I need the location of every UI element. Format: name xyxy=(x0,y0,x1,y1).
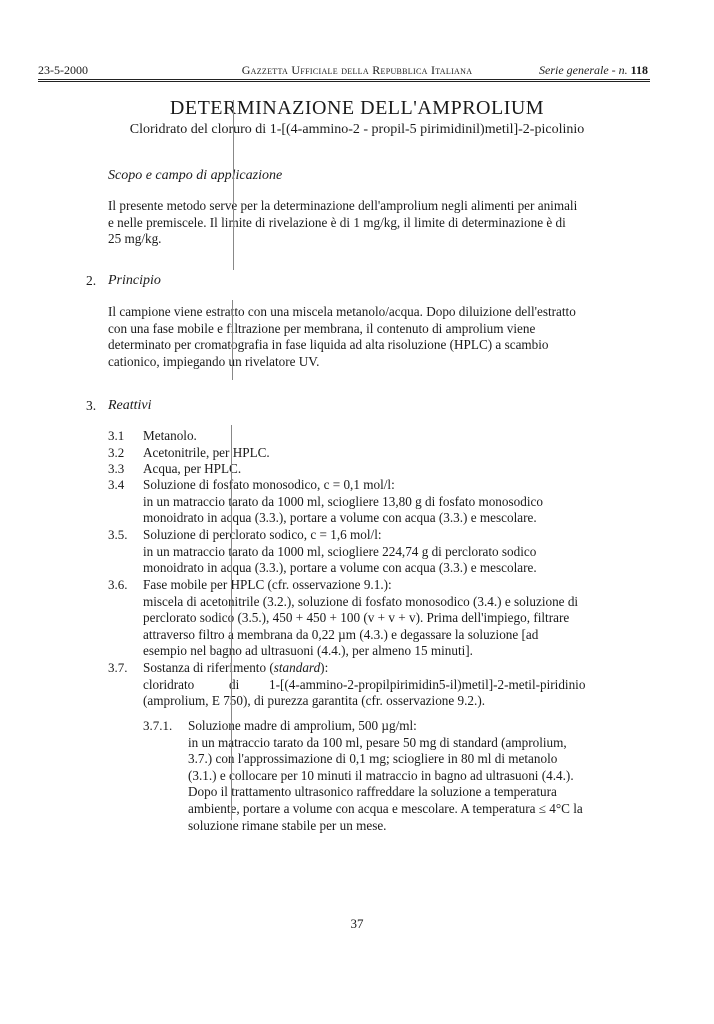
text-line: Dopo il trattamento ultrasonico raffreddare la soluzione a temperatura xyxy=(188,784,557,800)
item-number: 3.7.1. xyxy=(143,718,173,733)
text-line: miscela di acetonitrile (3.2.), soluzione di fosfato monosodico (3.4.) e soluzione di xyxy=(143,593,579,609)
reagent-subitem xyxy=(188,718,593,834)
header-series-label: Serie generale - n. xyxy=(539,63,628,77)
text-line: esempio nel bagno ad ultrasuoni (4.4.), per almeno 15 minuti]. xyxy=(143,643,473,659)
item-number: 3.5. xyxy=(108,527,128,542)
text-segment: di xyxy=(229,676,240,692)
scan-artifact-line xyxy=(232,300,233,380)
reagent-item xyxy=(143,660,593,710)
reagent-item xyxy=(143,428,593,445)
text-segment: Sostanza di riferimento ( xyxy=(143,660,274,675)
text-line xyxy=(143,660,593,677)
document-subtitle: Cloridrato del cloruro di 1-[(4-ammino-2 - propil-5 pirimidinil)metil]-2-picolinio xyxy=(129,122,585,137)
text-segment: cloridrato xyxy=(143,676,195,692)
reagent-item xyxy=(143,477,593,527)
text-line: (3.1.) e collocare per 10 minuti il matraccio in bagno ad ultrasuoni (4.4.). xyxy=(188,767,574,783)
section-scope-heading: Scopo e campo di applicazione xyxy=(108,168,283,183)
text-line: attraverso filtro a membrana da 0,22 µm (4.3.) e degassare la soluzione [ad xyxy=(143,626,539,642)
scan-artifact-line xyxy=(231,425,232,820)
section-reagents-heading: Reattivi xyxy=(108,398,152,413)
text-line: soluzione rimane stabile per un mese. xyxy=(188,817,387,833)
text-line: Acetonitrile, per HPLC. xyxy=(143,445,270,460)
reagent-item xyxy=(143,445,593,462)
header-series xyxy=(539,63,648,78)
text-line: Fase mobile per HPLC (cfr. osservazione 9.1.): xyxy=(143,577,392,592)
text-segment: ): xyxy=(320,660,329,675)
section-scope-text xyxy=(108,198,593,248)
text-line: determinato per cromatografia in fase liquida ad alta risoluzione (HPLC) a scambio xyxy=(108,337,549,353)
document-title: DETERMINAZIONE DELL'AMPROLIUM xyxy=(169,97,545,119)
text-line: Soluzione di perclorato sodico, c = 1,6 mol/l: xyxy=(143,527,382,542)
header-rule-top xyxy=(38,79,650,80)
text-line: Il presente metodo serve per la determinazione dell'amprolium negli alimenti per animali xyxy=(108,198,578,213)
item-number: 3.1 xyxy=(108,428,125,443)
header-series-number: 118 xyxy=(630,63,648,77)
text-line: perclorato sodico (3.5.), 450 + 450 + 100 (v + v + v). Prima dell'impiego, filtrare xyxy=(143,610,570,626)
text-line: con una fase mobile e filtrazione per membrana, il contenuto di amprolium viene xyxy=(108,320,536,336)
text-line: cationico, impiegando un rivelatore UV. xyxy=(108,353,320,369)
item-number: 3.7. xyxy=(108,660,128,675)
text-line: monoidrato in acqua (3.3.), portare a volume con acqua (3.3.) e mescolare. xyxy=(143,510,537,526)
text-segment-italic: standard xyxy=(273,660,321,675)
section-principle-number: 2. xyxy=(86,273,97,288)
text-line: 3.7.) con l'approssimazione di 0,1 mg; sciogliere in 80 ml di metanolo xyxy=(188,751,558,767)
section-reagents-number: 3. xyxy=(86,398,97,413)
reagent-item xyxy=(143,461,593,478)
header-rule-bottom xyxy=(38,81,650,82)
item-number: 3.4 xyxy=(108,477,125,492)
text-line: monoidrato in acqua (3.3.), portare a volume con acqua (3.3.) e mescolare. xyxy=(143,560,537,576)
section-principle-heading: Principio xyxy=(108,273,161,288)
item-number: 3.2 xyxy=(108,445,125,460)
text-line: ambiente, portare a volume con acqua e mescolare. A temperatura ≤ 4°C la xyxy=(188,800,583,816)
text-line xyxy=(143,677,593,694)
text-line: Metanolo. xyxy=(143,428,197,443)
text-segment: 1-[(4-ammino-2-propilpirimidin5-il)metil]-2-metil-piridinio xyxy=(269,676,586,692)
reagent-item xyxy=(143,577,593,660)
text-line: 25 mg/kg. xyxy=(108,231,162,247)
scan-artifact-line xyxy=(233,100,234,270)
header-date: 23-5-2000 xyxy=(38,63,88,77)
item-number: 3.3 xyxy=(108,461,125,476)
text-line: in un matraccio tarato da 1000 ml, sciogliere 224,74 g di perclorato sodico xyxy=(143,543,537,559)
text-line: Soluzione madre di amprolium, 500 µg/ml: xyxy=(188,718,417,733)
text-line: Il campione viene estratto con una miscela metanolo/acqua. Dopo diluizione dell'estratto xyxy=(108,304,576,319)
text-line: e nelle premiscele. Il limite di rivelazione è di 1 mg/kg, il limite di determinazione è di xyxy=(108,214,566,230)
reagent-item xyxy=(143,527,593,577)
text-line: (amprolium, E 750), di purezza garantita (cfr. osservazione 9.2.). xyxy=(143,693,486,709)
text-line: in un matraccio tarato da 1000 ml, sciogliere 13,80 g di fosfato monosodico xyxy=(143,493,543,509)
header-publication: Gazzetta Ufficiale della Repubblica Italiana xyxy=(241,63,473,77)
text-line: Acqua, per HPLC. xyxy=(143,461,242,476)
text-line: Soluzione di fosfato monosodico, c = 0,1 mol/l: xyxy=(143,477,395,492)
page-number: 37 xyxy=(350,916,364,931)
item-number: 3.6. xyxy=(108,577,128,592)
section-principle-text xyxy=(108,304,593,370)
text-line: in un matraccio tarato da 100 ml, pesare 50 mg di standard (amprolium, xyxy=(188,734,567,750)
